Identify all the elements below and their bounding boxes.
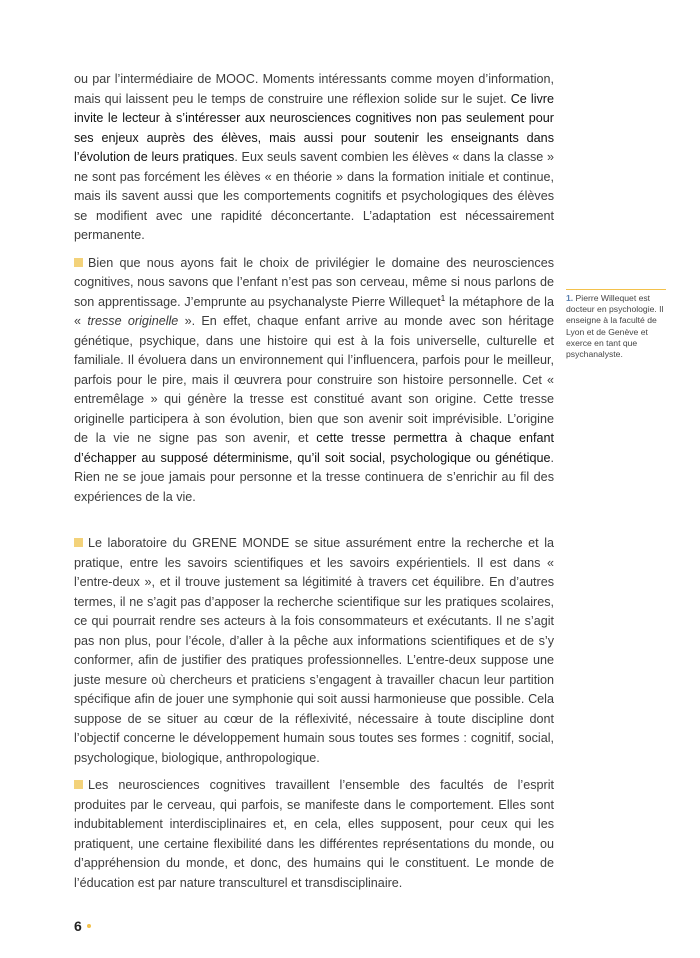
footnote-ref[interactable]: 1 xyxy=(440,293,446,303)
square-bullet-icon xyxy=(74,538,83,547)
text-run: la métaphore de la « xyxy=(74,294,554,328)
paragraph-2 xyxy=(74,254,554,508)
italic-text: tresse originelle xyxy=(87,314,179,328)
paragraph-4 xyxy=(74,776,554,893)
text-run: ou par l’intermédiaire de MOOC. Moments intéressants comme moyen d’information, mais qui laissent peu le temps de construire une réflexion solide sur le sujet. xyxy=(74,72,554,106)
square-bullet-icon xyxy=(74,780,83,789)
footnote xyxy=(566,289,666,360)
highlighted-text: cette tresse permettra à chaque enfant d’échapper au supposé déterminisme, qu’il soit social, psychologique ou génétique xyxy=(74,431,554,465)
highlighted-text: Ce livre invite le lecteur à s’intéresser aux neurosciences cognitives non pas seulement pour ses enjeux auprès des élèves, mais aussi pour soutenir les enseignants dans l’évolution de leurs pratiques xyxy=(74,91,554,164)
page-footer xyxy=(74,918,91,934)
paragraph-3 xyxy=(74,534,554,768)
main-text-column xyxy=(74,70,554,901)
footnote-text: Pierre Willequet est docteur en psychologie. Il enseigne à la faculté de Lyon et de Genève et exerce en tant que psychanalyste. xyxy=(566,293,664,360)
text-run: . Eux seuls savent combien les élèves « dans la classe » ne sont pas forcément les élèves « en théorie » dans la formation initiale et continue, mais ils savent aussi que les comportements cognitifs et psychologiques des élèves se modifient avec une rapidité déconcertante. L’adaptation est nécessairement permanente. xyxy=(74,150,554,242)
text-run: ». En effet, chaque enfant arrive au monde avec son héritage génétique, psychique, dans une histoire qui est à la fois universelle, culturelle et familiale. Il évoluera dans un environnement qui l’influencera, parfois pour le meilleur, parfois pour le pire, mais il œuvrera pour construire son histoire personnelle. Cet « entremêlage » qui génère la tresse est constitué avant son origine. Cette tresse originelle participera à son évolution, bien que son avenir soit imprévisible. L’origine de la vie ne signe pas son avenir, et xyxy=(74,314,554,445)
text-run: Le laboratoire du GRENE MONDE se situe assurément entre la recherche et la pratique, entre les savoirs scientifiques et les savoirs expérientiels. Il est dans « l’entre-deux », et il trouve justement sa légitimité à travers cet équilibre. En d’autres termes, il ne s’agit pas d’apposer la recherche scientifique sur les pratiques scolaires, ce qui pourrait rendre ses acteurs à la fois consommateurs et exécutants. Il ne s’agit pas non plus, pour l’école, d’aller à la pêche aux informations scientifiques et de s’y conformer, afin de justifier des pratiques professionnelles. L’entre-deux suppose une juste mesure où chercheurs et praticiens s’engagent à travailler chacun leur partition spécifique afin de jouer une symphonie qui soit aussi harmonieuse que possible. Cela suppose de se situer au cœur de la réflexivité, nécessaire à toute discipline dont l’objectif concerne le développement humain sous toutes ses formes : cognitif, social, psychologique, biologique, anthropologique. xyxy=(74,536,554,765)
text-run: Les neurosciences cognitives travaillent l’ensemble des facultés de l’esprit produites par le cerveau, qui parfois, se manifeste dans le comportement. Elles sont indubitablement interdisciplinaires et, en cela, elles supposent, pour ceux qui les pratiquent, une certaine flexibilité dans les différentes représentations du monde, ou d’appréhension du monde, et donc, des humains qui le constituent. Le monde de l’éducation est par nature transculturel et transdisciplinaire. xyxy=(74,778,554,890)
square-bullet-icon xyxy=(74,258,83,267)
dot-icon xyxy=(87,924,91,928)
page-number: 6 xyxy=(74,918,82,934)
text-run: . Rien ne se joue jamais pour personne et la tresse continuera de s’enrichir au fil des expériences de la vie. xyxy=(74,450,554,504)
footnote-number: 1. xyxy=(566,293,574,303)
paragraph-1 xyxy=(74,70,554,246)
text-run: Bien que nous ayons fait le choix de privilégier le domaine des neurosciences cognitives, nous savons que l’enfant n’est pas son cerveau, même si nous parlons de son apprentissage. J’emprunte au psychanalyste Pierre Willequet xyxy=(74,255,554,309)
